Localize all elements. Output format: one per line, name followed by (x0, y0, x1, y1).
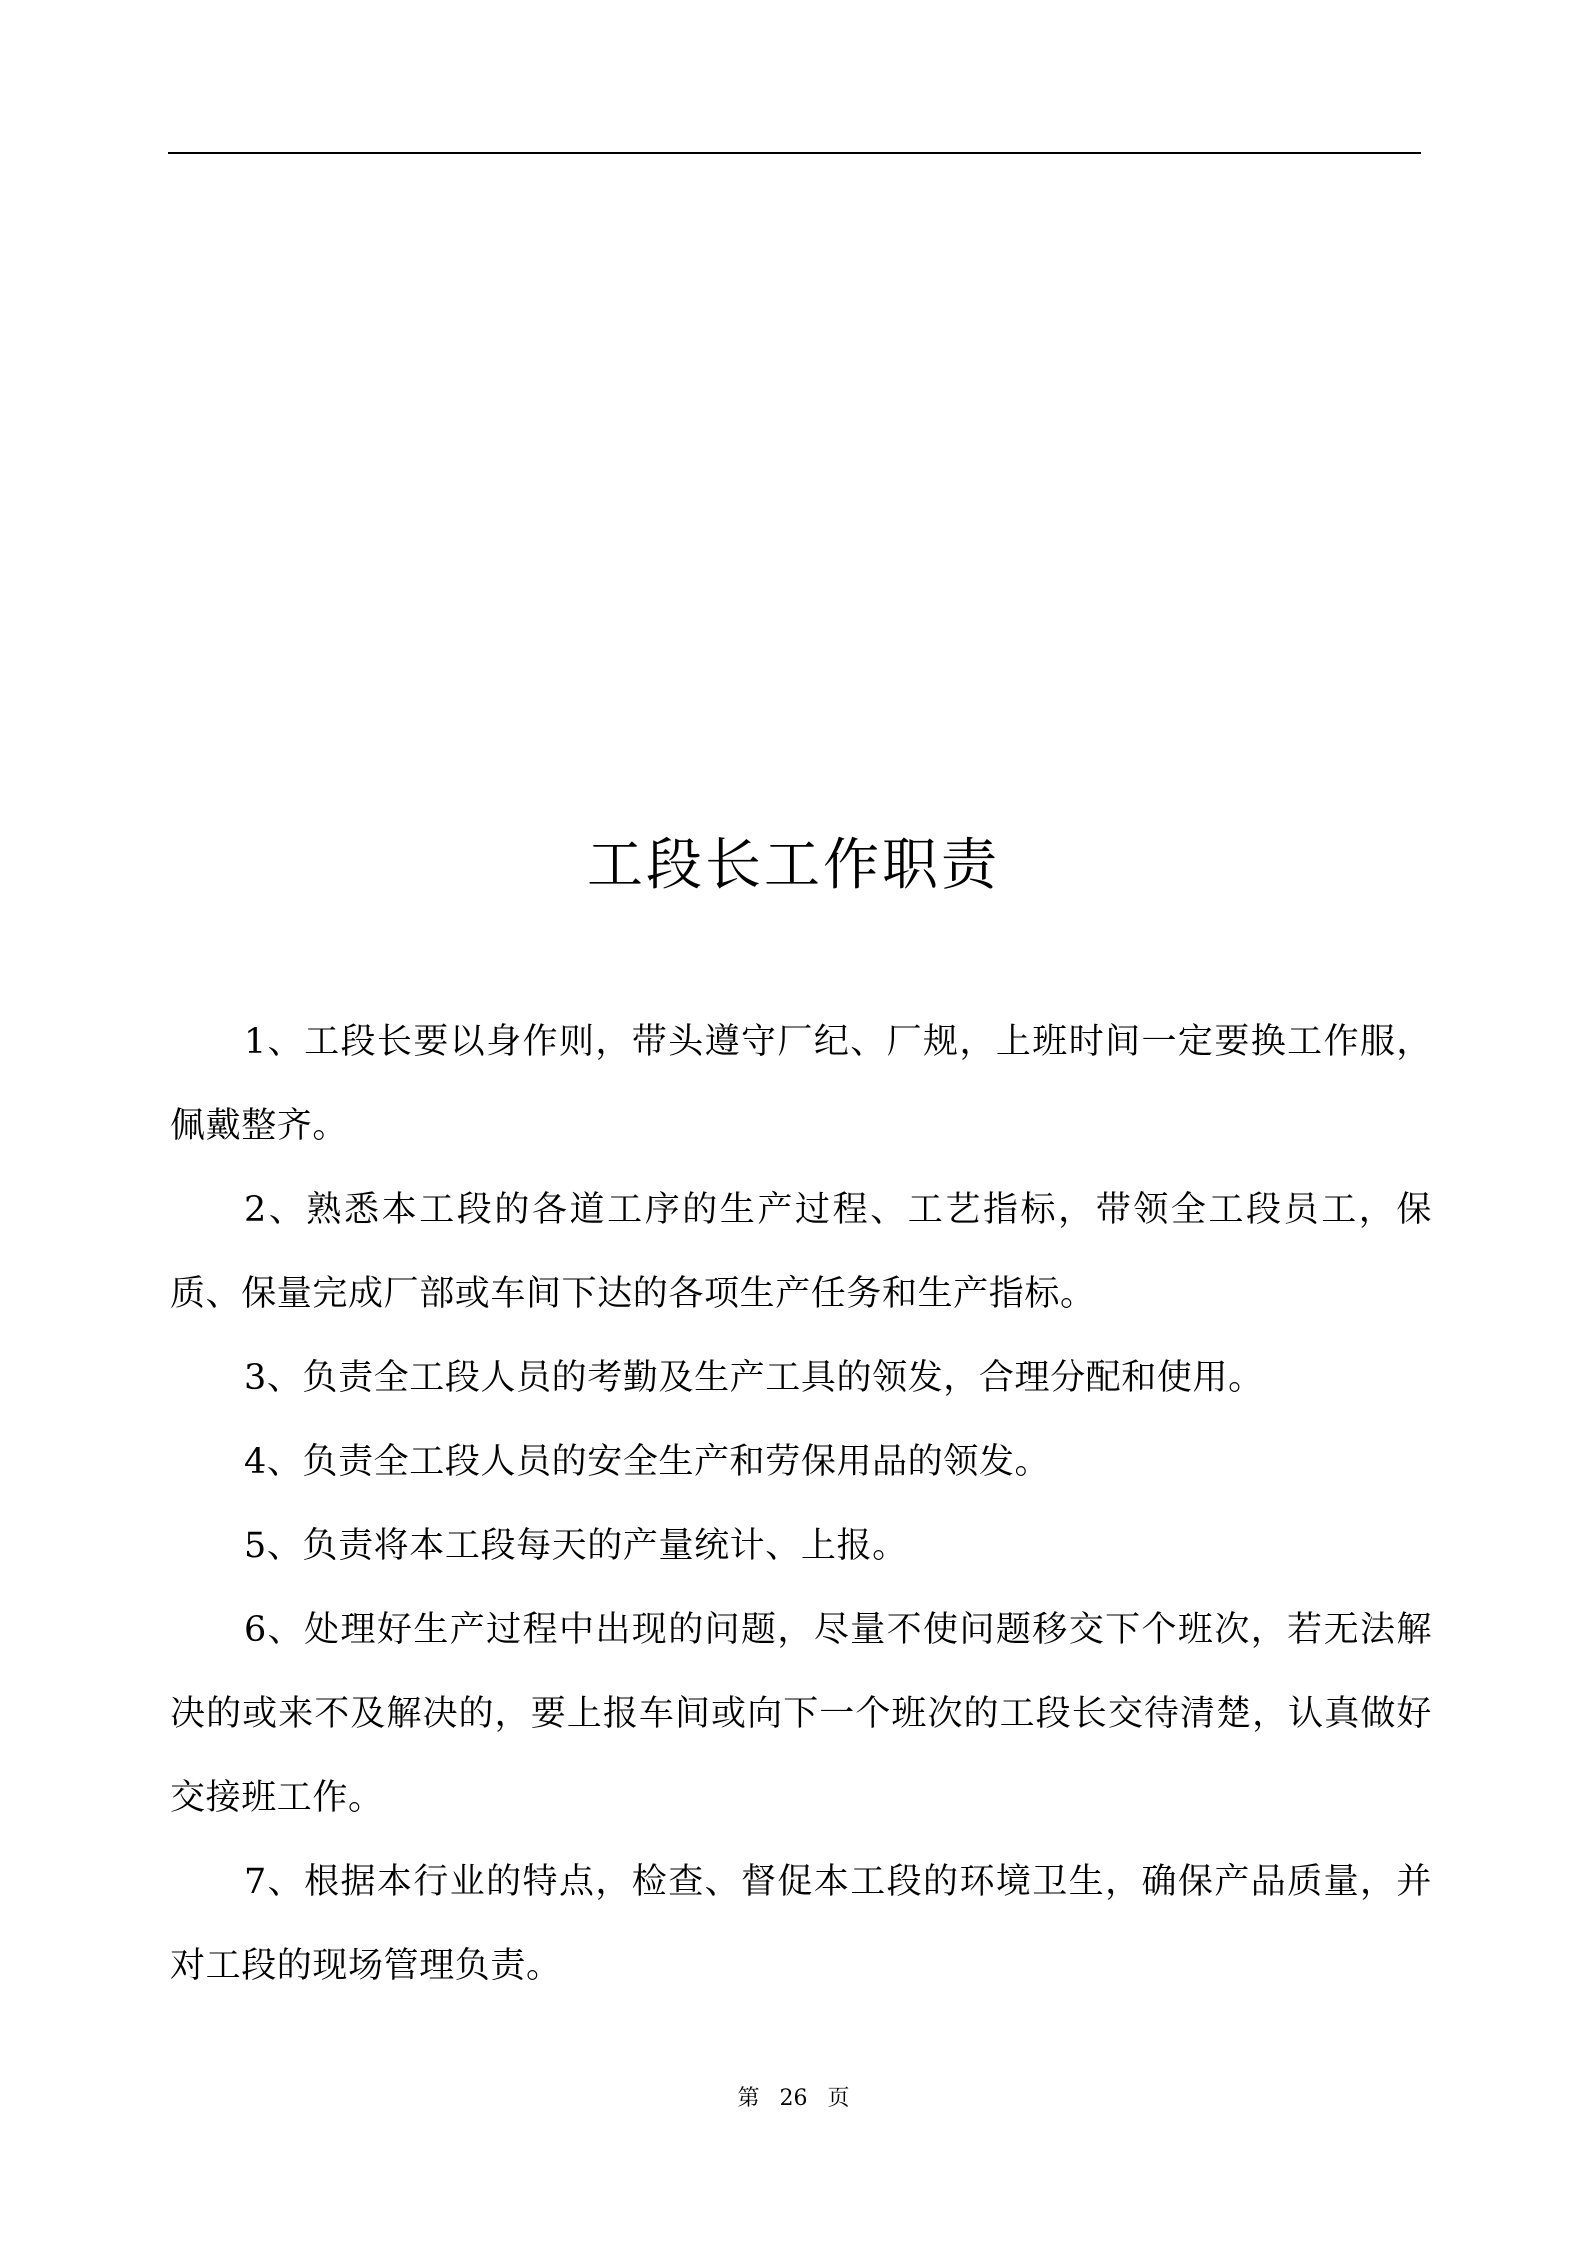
page-suffix: 页 (827, 2086, 850, 2111)
duty-item-2: 2、熟悉本工段的各道工序的生产过程、工艺指标，带领全工段员工，保质、保量完成厂部或车间下达的各项生产任务和生产指标。 (170, 1190, 1432, 1314)
duty-item-5: 5、负责将本工段每天的产量统计、上报。 (244, 1526, 908, 1566)
document-title: 工段长工作职责 (587, 833, 1000, 898)
document-body (170, 1000, 1432, 2008)
duty-item-6: 6、处理好生产过程中出现的问题，尽量不使问题移交下个班次，若无法解决的或来不及解决的，要上报车间或向下一个班次的工段长交待清楚，认真做好交接班工作。 (170, 1610, 1432, 1818)
page-number: 26 (779, 2086, 808, 2111)
duty-item-4: 4、负责全工段人员的安全生产和劳保用品的领发。 (244, 1442, 1051, 1482)
page-footer (0, 2084, 1587, 2114)
duty-item-3: 3、负责全工段人员的考勤及生产工具的领发，合理分配和使用。 (244, 1358, 1264, 1398)
duty-item-7: 7、根据本行业的特点，检查、督促本工段的环境卫生，确保产品质量，并对工段的现场管理负责。 (170, 1862, 1432, 1986)
duty-item-1: 1、工段长要以身作则，带头遵守厂纪、厂规，上班时间一定要换工作服，佩戴整齐。 (170, 1022, 1432, 1146)
page-prefix: 第 (737, 2086, 760, 2111)
header-rule (168, 152, 1421, 154)
